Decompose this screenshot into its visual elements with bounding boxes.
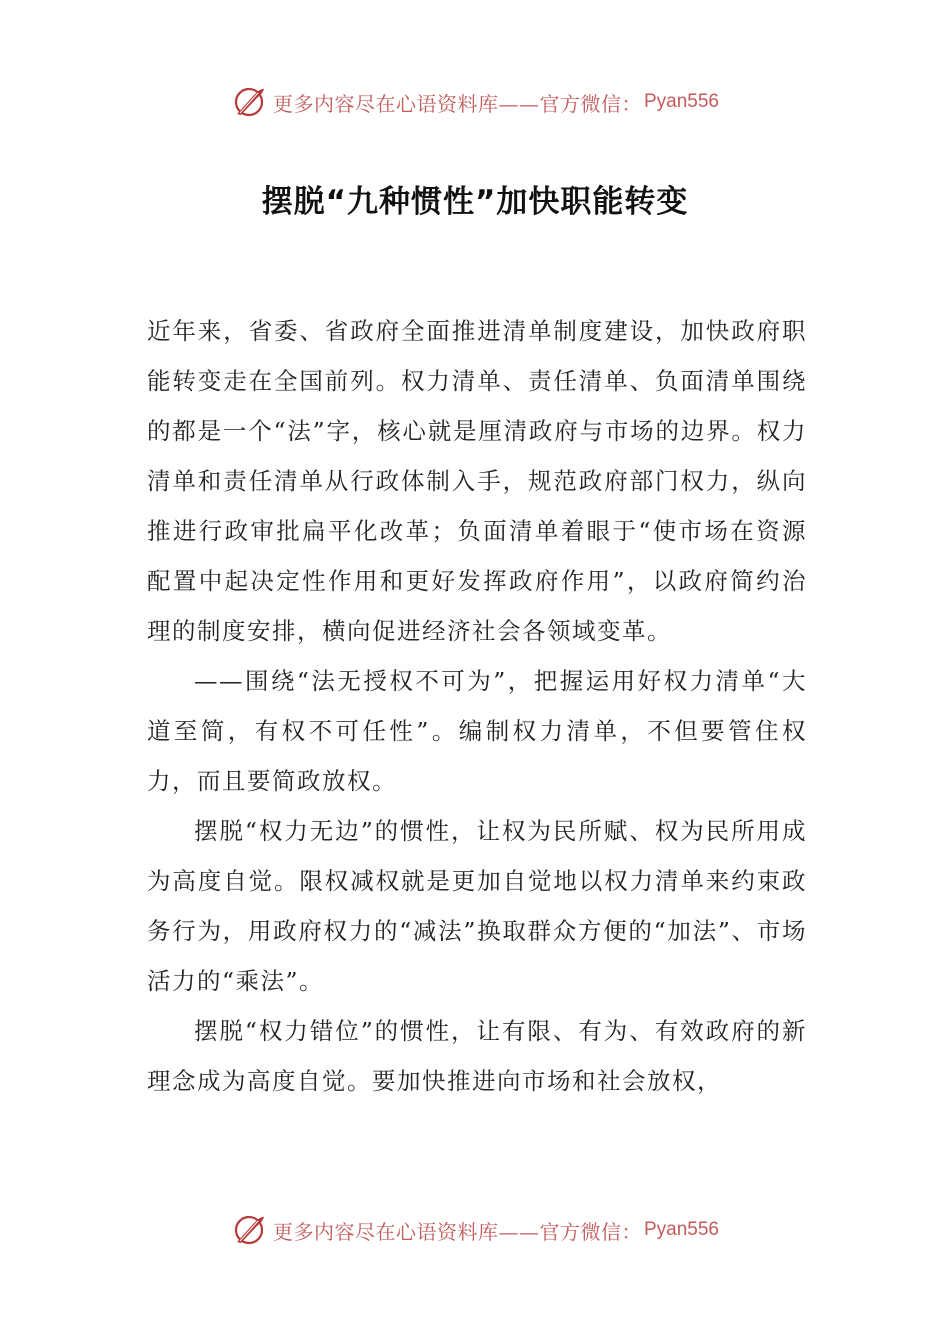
banner-site-text: 更多内容尽在心语资料库——官方微信： — [272, 91, 642, 116]
footer-watermark-banner — [0, 1210, 950, 1250]
paragraph-boundless-power: 摆脱“权力无边”的惯性，让权为民所赋、权为民所用成为高度自觉。限权减权就是更加自觉地以权力清单来约束政务行为，用政府权力的“减法”换取群众方便的“加法”、市场活力的“乘法”。 — [147, 817, 807, 995]
quill-logo-icon — [231, 1212, 267, 1248]
banner-wechat-id: Pyan556 — [643, 91, 719, 112]
banner-site-text: 更多内容尽在心语资料库——官方微信： — [272, 1219, 642, 1244]
paragraph-power-list: ——围绕“法无授权不可为”，把握运用好权力清单“大道至简，有权不可任性”。编制权力清单，不但要管住权力，而且要简政放权。 — [147, 667, 807, 795]
document-title: 摆脱“九种惯性”加快职能转变 — [261, 184, 689, 220]
banner-wechat-id: Pyan556 — [643, 1219, 719, 1240]
header-watermark-banner — [0, 82, 950, 122]
document-body — [147, 306, 807, 1106]
paragraph-intro: 近年来，省委、省政府全面推进清单制度建设，加快政府职能转变走在全国前列。权力清单、责任清单、负面清单围绕的都是一个“法”字，核心就是厘清政府与市场的边界。权力清单和责任清单从行政体制入手，规范政府部门权力，纵向推进行政审批扁平化改革；负面清单着眼于“使市场在资源配置中起决定性作用和更好发挥政府作用”，以政府简约治理的制度安排，横向促进经济社会各领域变革。 — [147, 317, 807, 645]
paragraph-misplaced-power: 摆脱“权力错位”的惯性，让有限、有为、有效政府的新理念成为高度自觉。要加快推进向市场和社会放权， — [147, 1017, 807, 1095]
quill-logo-icon — [231, 84, 267, 120]
